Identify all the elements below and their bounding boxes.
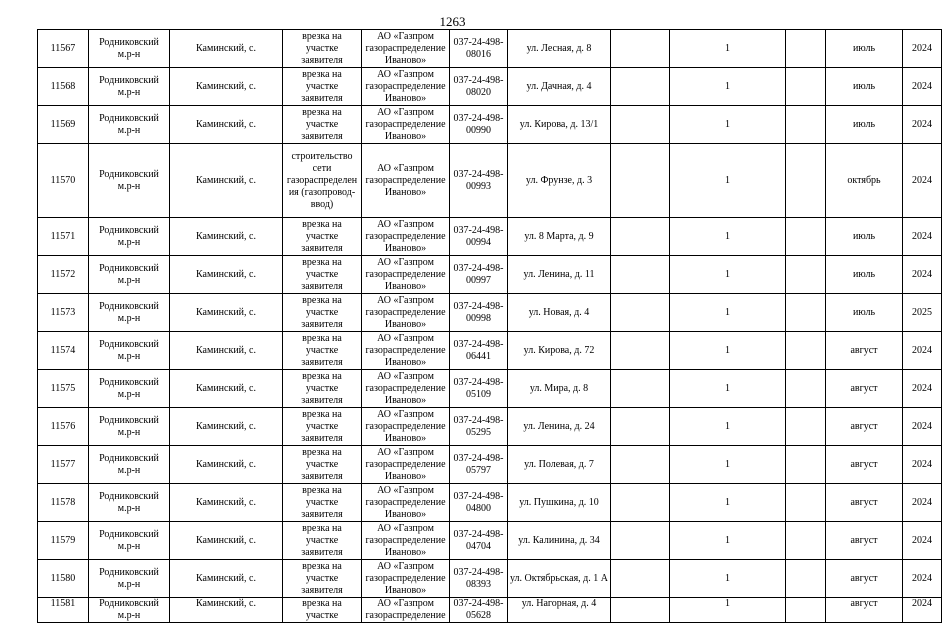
year-cell: 2024 xyxy=(903,256,942,294)
count-cell: 1 xyxy=(670,30,786,68)
empty-cell xyxy=(611,522,670,560)
work-type-cell: врезка на участке заявителя xyxy=(283,106,362,144)
table-row xyxy=(38,256,942,294)
year-cell: 2024 xyxy=(903,144,942,218)
month-cell: август xyxy=(826,408,903,446)
table-row xyxy=(38,294,942,332)
operator-cell: АО «Газпром газораспределение Иваново» xyxy=(362,256,450,294)
count-cell: 1 xyxy=(670,144,786,218)
settlement-cell: Каминский, с. xyxy=(170,218,283,256)
year-cell: 2024 xyxy=(903,598,942,623)
operator-cell: АО «Газпром газораспределение Иваново» xyxy=(362,144,450,218)
count-cell: 1 xyxy=(670,370,786,408)
registry-table xyxy=(37,29,942,623)
empty-cell xyxy=(786,408,826,446)
count-cell: 1 xyxy=(670,484,786,522)
work-type-cell: врезка на участке заявителя xyxy=(283,560,362,598)
empty-cell xyxy=(786,218,826,256)
operator-cell: АО «Газпром газораспределение Иваново» xyxy=(362,560,450,598)
district-cell: Родниковский м.р-н xyxy=(89,370,170,408)
operator-cell: АО «Газпром газораспределение Иваново» xyxy=(362,408,450,446)
settlement-cell: Каминский, с. xyxy=(170,484,283,522)
row-number-cell: 11571 xyxy=(38,218,89,256)
work-type-cell: врезка на участке заявителя xyxy=(283,332,362,370)
address-cell: ул. Калинина, д. 34 xyxy=(508,522,611,560)
application-code-cell: 037-24-498-05109 xyxy=(450,370,508,408)
district-cell: Родниковский м.р-н xyxy=(89,560,170,598)
address-cell: ул. Кирова, д. 13/1 xyxy=(508,106,611,144)
address-cell: ул. Кирова, д. 72 xyxy=(508,332,611,370)
row-number-cell: 11575 xyxy=(38,370,89,408)
count-cell: 1 xyxy=(670,218,786,256)
month-cell: июль xyxy=(826,106,903,144)
work-type-cell: врезка на участке заявителя xyxy=(283,370,362,408)
empty-cell xyxy=(611,294,670,332)
table-row xyxy=(38,484,942,522)
month-cell: октябрь xyxy=(826,144,903,218)
district-cell: Родниковский м.р-н xyxy=(89,30,170,68)
address-cell: ул. 8 Марта, д. 9 xyxy=(508,218,611,256)
address-cell: ул. Ленина, д. 11 xyxy=(508,256,611,294)
empty-cell xyxy=(611,446,670,484)
empty-cell xyxy=(611,408,670,446)
count-cell: 1 xyxy=(670,560,786,598)
month-cell: август xyxy=(826,598,903,623)
row-number-cell: 11580 xyxy=(38,560,89,598)
month-cell: август xyxy=(826,522,903,560)
count-cell: 1 xyxy=(670,68,786,106)
district-cell: Родниковский м.р-н xyxy=(89,598,170,623)
operator-cell: АО «Газпром газораспределение Иваново» xyxy=(362,370,450,408)
empty-cell xyxy=(611,484,670,522)
empty-cell xyxy=(611,598,670,623)
application-code-cell: 037-24-498-05628 xyxy=(450,598,508,623)
work-type-cell: врезка на участке заявителя xyxy=(283,68,362,106)
operator-cell: АО «Газпром газораспределение Иваново» xyxy=(362,332,450,370)
district-cell: Родниковский м.р-н xyxy=(89,484,170,522)
table-row xyxy=(38,218,942,256)
application-code-cell: 037-24-498-00998 xyxy=(450,294,508,332)
operator-cell: АО «Газпром газораспределение Иваново» xyxy=(362,522,450,560)
empty-cell xyxy=(786,256,826,294)
row-number-cell: 11572 xyxy=(38,256,89,294)
empty-cell xyxy=(786,370,826,408)
count-cell: 1 xyxy=(670,446,786,484)
operator-cell: АО «Газпром газораспределение Иваново» xyxy=(362,218,450,256)
empty-cell xyxy=(611,560,670,598)
operator-cell: АО «Газпром газораспределение Иваново» xyxy=(362,106,450,144)
address-cell: ул. Пушкина, д. 10 xyxy=(508,484,611,522)
month-cell: июль xyxy=(826,30,903,68)
work-type-cell: врезка на участке заявителя xyxy=(283,294,362,332)
row-number-cell: 11574 xyxy=(38,332,89,370)
row-number-cell: 11578 xyxy=(38,484,89,522)
application-code-cell: 037-24-498-00994 xyxy=(450,218,508,256)
row-number-cell: 11577 xyxy=(38,446,89,484)
address-cell: ул. Дачная, д. 4 xyxy=(508,68,611,106)
application-code-cell: 037-24-498-08393 xyxy=(450,560,508,598)
settlement-cell: Каминский, с. xyxy=(170,294,283,332)
empty-cell xyxy=(786,144,826,218)
operator-cell: АО «Газпром газораспределение Иваново» xyxy=(362,30,450,68)
table-row xyxy=(38,144,942,218)
settlement-cell: Каминский, с. xyxy=(170,522,283,560)
empty-cell xyxy=(786,484,826,522)
application-code-cell: 037-24-498-00993 xyxy=(450,144,508,218)
table-row xyxy=(38,598,942,623)
address-cell: ул. Новая, д. 4 xyxy=(508,294,611,332)
year-cell: 2024 xyxy=(903,522,942,560)
table-row xyxy=(38,560,942,598)
district-cell: Родниковский м.р-н xyxy=(89,218,170,256)
row-number-cell: 11573 xyxy=(38,294,89,332)
settlement-cell: Каминский, с. xyxy=(170,446,283,484)
table-row xyxy=(38,408,942,446)
page-number: 1263 xyxy=(439,14,466,29)
month-cell: август xyxy=(826,370,903,408)
year-cell: 2025 xyxy=(903,294,942,332)
application-code-cell: 037-24-498-08016 xyxy=(450,30,508,68)
work-type-cell: врезка на участке заявителя xyxy=(283,218,362,256)
address-cell: ул. Ленина, д. 24 xyxy=(508,408,611,446)
empty-cell xyxy=(786,522,826,560)
count-cell: 1 xyxy=(670,294,786,332)
settlement-cell: Каминский, с. xyxy=(170,598,283,623)
address-cell: ул. Октябрьская, д. 1 А xyxy=(508,560,611,598)
year-cell: 2024 xyxy=(903,68,942,106)
month-cell: июль xyxy=(826,294,903,332)
month-cell: август xyxy=(826,332,903,370)
work-type-cell: врезка на участке xyxy=(283,598,362,623)
settlement-cell: Каминский, с. xyxy=(170,68,283,106)
empty-cell xyxy=(611,218,670,256)
empty-cell xyxy=(786,30,826,68)
settlement-cell: Каминский, с. xyxy=(170,560,283,598)
settlement-cell: Каминский, с. xyxy=(170,30,283,68)
application-code-cell: 037-24-498-05295 xyxy=(450,408,508,446)
district-cell: Родниковский м.р-н xyxy=(89,294,170,332)
row-number-cell: 11569 xyxy=(38,106,89,144)
application-code-cell: 037-24-498-06441 xyxy=(450,332,508,370)
operator-cell: АО «Газпром газораспределение xyxy=(362,598,450,623)
district-cell: Родниковский м.р-н xyxy=(89,256,170,294)
empty-cell xyxy=(611,256,670,294)
year-cell: 2024 xyxy=(903,218,942,256)
row-number-cell: 11567 xyxy=(38,30,89,68)
address-cell: ул. Мира, д. 8 xyxy=(508,370,611,408)
application-code-cell: 037-24-498-08020 xyxy=(450,68,508,106)
month-cell: июль xyxy=(826,256,903,294)
count-cell: 1 xyxy=(670,256,786,294)
district-cell: Родниковский м.р-н xyxy=(89,144,170,218)
month-cell: август xyxy=(826,560,903,598)
row-number-cell: 11579 xyxy=(38,522,89,560)
operator-cell: АО «Газпром газораспределение Иваново» xyxy=(362,68,450,106)
empty-cell xyxy=(611,68,670,106)
district-cell: Родниковский м.р-н xyxy=(89,408,170,446)
district-cell: Родниковский м.р-н xyxy=(89,332,170,370)
empty-cell xyxy=(611,106,670,144)
table-row xyxy=(38,68,942,106)
district-cell: Родниковский м.р-н xyxy=(89,522,170,560)
month-cell: июль xyxy=(826,218,903,256)
empty-cell xyxy=(611,30,670,68)
year-cell: 2024 xyxy=(903,408,942,446)
district-cell: Родниковский м.р-н xyxy=(89,446,170,484)
empty-cell xyxy=(611,144,670,218)
operator-cell: АО «Газпром газораспределение Иваново» xyxy=(362,294,450,332)
work-type-cell: врезка на участке заявителя xyxy=(283,256,362,294)
empty-cell xyxy=(786,332,826,370)
count-cell: 1 xyxy=(670,522,786,560)
settlement-cell: Каминский, с. xyxy=(170,370,283,408)
table-row xyxy=(38,106,942,144)
table-row xyxy=(38,370,942,408)
district-cell: Родниковский м.р-н xyxy=(89,68,170,106)
row-number-cell: 11568 xyxy=(38,68,89,106)
count-cell: 1 xyxy=(670,408,786,446)
year-cell: 2024 xyxy=(903,332,942,370)
year-cell: 2024 xyxy=(903,106,942,144)
operator-cell: АО «Газпром газораспределение Иваново» xyxy=(362,446,450,484)
address-cell: ул. Полевая, д. 7 xyxy=(508,446,611,484)
application-code-cell: 037-24-498-04704 xyxy=(450,522,508,560)
empty-cell xyxy=(611,332,670,370)
district-cell: Родниковский м.р-н xyxy=(89,106,170,144)
application-code-cell: 037-24-498-05797 xyxy=(450,446,508,484)
address-cell: ул. Лесная, д. 8 xyxy=(508,30,611,68)
application-code-cell: 037-24-498-00997 xyxy=(450,256,508,294)
settlement-cell: Каминский, с. xyxy=(170,256,283,294)
year-cell: 2024 xyxy=(903,446,942,484)
month-cell: август xyxy=(826,484,903,522)
settlement-cell: Каминский, с. xyxy=(170,408,283,446)
settlement-cell: Каминский, с. xyxy=(170,332,283,370)
month-cell: июль xyxy=(826,68,903,106)
empty-cell xyxy=(786,598,826,623)
table-row xyxy=(38,332,942,370)
year-cell: 2024 xyxy=(903,30,942,68)
address-cell: ул. Фрунзе, д. 3 xyxy=(508,144,611,218)
year-cell: 2024 xyxy=(903,370,942,408)
work-type-cell: врезка на участке заявителя xyxy=(283,30,362,68)
table-row xyxy=(38,522,942,560)
work-type-cell: врезка на участке заявителя xyxy=(283,446,362,484)
work-type-cell: врезка на участке заявителя xyxy=(283,522,362,560)
count-cell: 1 xyxy=(670,106,786,144)
empty-cell xyxy=(786,446,826,484)
work-type-cell: врезка на участке заявителя xyxy=(283,484,362,522)
settlement-cell: Каминский, с. xyxy=(170,106,283,144)
row-number-cell: 11581 xyxy=(38,598,89,623)
table-row xyxy=(38,30,942,68)
row-number-cell: 11570 xyxy=(38,144,89,218)
table-row xyxy=(38,446,942,484)
count-cell: 1 xyxy=(670,332,786,370)
operator-cell: АО «Газпром газораспределение Иваново» xyxy=(362,484,450,522)
address-cell: ул. Нагорная, д. 4 xyxy=(508,598,611,623)
row-number-cell: 11576 xyxy=(38,408,89,446)
empty-cell xyxy=(786,68,826,106)
count-cell: 1 xyxy=(670,598,786,623)
empty-cell xyxy=(786,560,826,598)
table-body xyxy=(38,30,942,623)
work-type-cell: врезка на участке заявителя xyxy=(283,408,362,446)
empty-cell xyxy=(786,294,826,332)
empty-cell xyxy=(611,370,670,408)
settlement-cell: Каминский, с. xyxy=(170,144,283,218)
application-code-cell: 037-24-498-00990 xyxy=(450,106,508,144)
work-type-cell: строительство сети газораспределения (газопровод-ввод) xyxy=(283,144,362,218)
month-cell: август xyxy=(826,446,903,484)
empty-cell xyxy=(786,106,826,144)
year-cell: 2024 xyxy=(903,560,942,598)
application-code-cell: 037-24-498-04800 xyxy=(450,484,508,522)
year-cell: 2024 xyxy=(903,484,942,522)
